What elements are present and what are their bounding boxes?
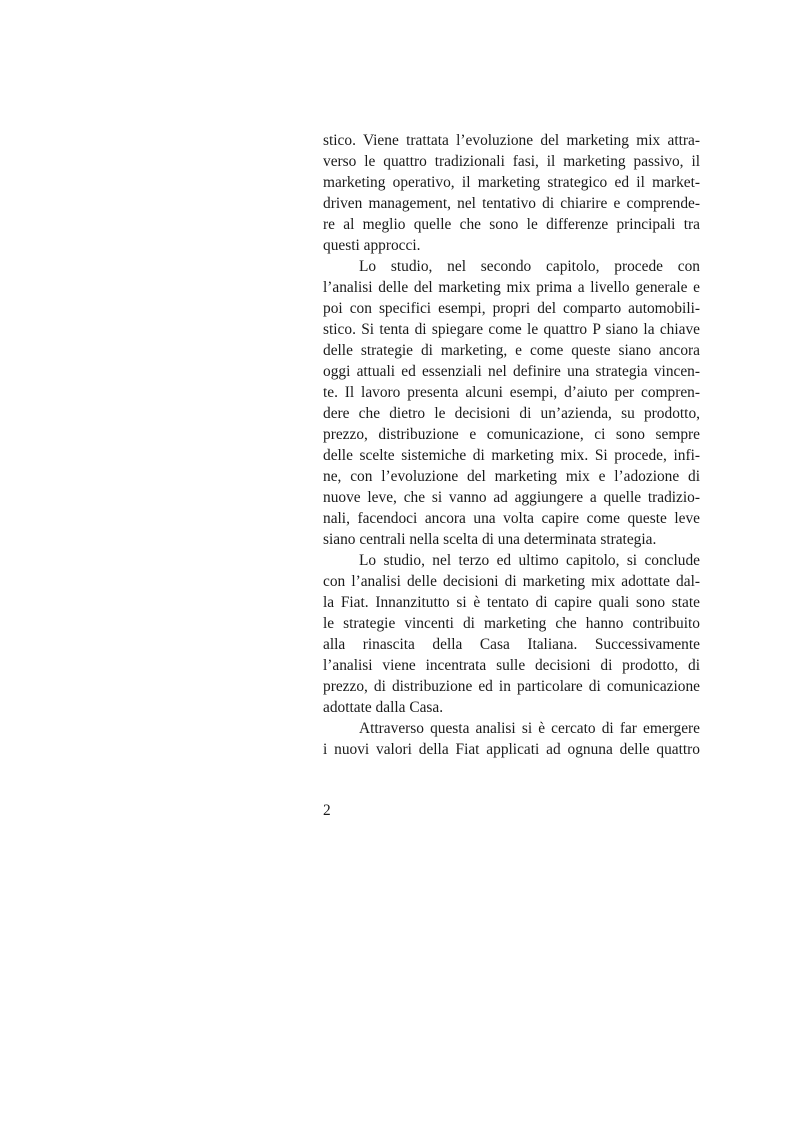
text-line: stico. Viene trattata l’evoluzione del marketing mix attra- [323,132,700,149]
text-line: delle scelte sistemiche di marketing mix. Si procede, infi- [323,447,700,464]
text-line: alla rinascita della Casa Italiana. Successivamente [323,636,700,653]
page-number: 2 [323,802,331,819]
text-line: nuove leve, che si vanno ad aggiungere a quelle tradizio- [323,489,700,506]
text-line: poi con specifici esempi, propri del comparto automobili- [323,300,700,317]
text-line: la Fiat. Innanzitutto si è tentato di capire quali sono state [323,594,700,611]
paragraph [323,550,700,718]
text-line: driven management, nel tentativo di chiarire e comprende- [323,195,700,212]
text-line: oggi attuali ed essenziali nel definire una strategia vincen- [323,363,700,380]
text-line: dere che dietro le decisioni di un’azienda, su prodotto, [323,405,700,422]
text-line: prezzo, distribuzione e comunicazione, ci sono sempre [323,426,700,443]
text-line: con l’analisi delle decisioni di marketing mix adottate dal- [323,573,700,590]
text-line: verso le quattro tradizionali fasi, il marketing passivo, il [323,153,700,170]
text-line: Attraverso questa analisi si è cercato di far emergere [359,720,700,737]
text-line: le strategie vincenti di marketing che hanno contribuito [323,615,700,632]
text-line: ne, con l’evoluzione del marketing mix e l’adozione di [323,468,700,485]
text-line: te. Il lavoro presenta alcuni esempi, d’aiuto per compren- [323,384,700,401]
text-line: delle strategie di marketing, e come queste siano ancora [323,342,700,359]
text-line: Lo studio, nel terzo ed ultimo capitolo, si conclude [359,552,700,569]
text-line: i nuovi valori della Fiat applicati ad ognuna delle quattro [323,741,700,758]
paragraph [323,130,700,256]
body-text [323,130,700,760]
text-line: stico. Si tenta di spiegare come le quattro P siano la chiave [323,321,700,338]
text-line: marketing operativo, il marketing strategico ed il market- [323,174,700,191]
text-line: siano centrali nella scelta di una determinata strategia. [323,531,657,548]
text-line: adottate dalla Casa. [323,699,444,716]
paragraph [323,256,700,550]
text-line: nali, facendoci ancora una volta capire come queste leve [323,510,700,527]
text-line: Lo studio, nel secondo capitolo, procede con [359,258,700,275]
text-line: re al meglio quelle che sono le differenze principali tra [323,216,700,233]
text-line: prezzo, di distribuzione ed in particolare di comunicazione [323,678,700,695]
paragraph [323,718,700,760]
text-line: questi approcci. [323,237,421,254]
text-line: l’analisi delle del marketing mix prima a livello generale e [323,279,700,296]
text-line: l’analisi viene incentrata sulle decisioni di prodotto, di [323,657,700,674]
